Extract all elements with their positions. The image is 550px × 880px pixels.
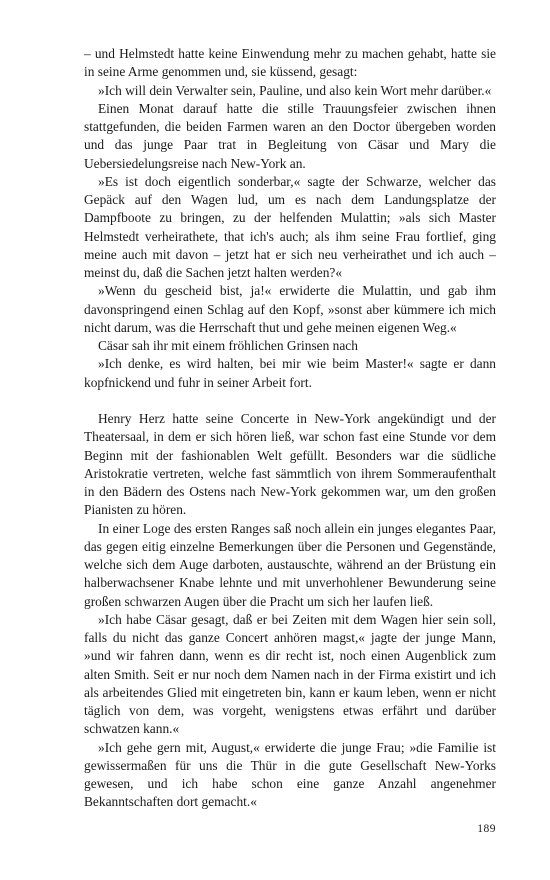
paragraph: »Ich habe Cäsar gesagt, daß er bei Zeiten mit dem Wagen hier sein soll, falls du nicht das ganze Concert anhören magst,« jagte der junge Mann, »und wir fahren dann, wenn es dir recht ist, noch einen Augenblick zum alten Smith. Seit er nur noch dem Namen nach in der Firma existirt und ich als arbeitendes Glied mit eingetreten bin, kann er kaum leben, wenn er nicht täglich von dem, was vorgeht, wenigstens etwas erfährt und darüber schwatzen kann.« (84, 611, 496, 737)
paragraph: »Wenn du gescheid bist, ja!« erwiderte die Mulattin, und gab ihm davonspringend einen Schlag auf den Kopf, »sonst aber kümmere ich mich nicht darum, was die Herrschaft thut und gehe meinen eigenen Weg.« (84, 283, 496, 335)
body-text (84, 45, 496, 812)
paragraph: »Ich will dein Verwalter sein, Pauline, und also kein Wort mehr darüber.« (98, 82, 492, 98)
page-number: 189 (477, 823, 496, 835)
paragraph: – und Helmstedt hatte keine Einwendung mehr zu machen gehabt, hatte sie in seine Arme genommen und, sie küssend, gesagt: (84, 46, 496, 80)
paragraph: Henry Herz hatte seine Concerte in New-York angekündigt und der Theatersaal, in dem er sich hören ließ, war schon fast eine Stunde vor dem Beginn mit der fashionablen Welt gefüllt. Besonders war die südliche Aristokratie vertreten, welche fast sämmtlich von ihrem Sommeraufenthalt in den Bädern des Ostens nach New-York gekommen war, um den großen Pianisten zu hören. (84, 411, 496, 518)
paragraph: Cäsar sah ihr mit einem fröhlichen Grinsen nach (98, 338, 358, 353)
paragraph: »Ich denke, es wird halten, bei mir wie beim Master!« sagte er dann kopfnickend und fuhr in seiner Arbeit fort. (84, 356, 496, 390)
paragraph: Einen Monat darauf hatte die stille Trauungsfeier zwischen ihnen stattgefunden, die beiden Farmen waren an den Doctor übergeben worden und das junge Paar trat in Begleitung von Cäsar und Mary die Uebersiedelungsreise nach New-York an. (84, 100, 496, 171)
paragraph: In einer Loge des ersten Ranges saß noch allein ein junges elegantes Paar, das gegen eitig einzelne Bemerkungen über die Personen und Gegenstände, welche sich dem Auge darboten, austauschte, während an der Brüstung ein halberwachsener Knabe lehnte und mit unverhohlener Bewunderung seine großen schwarzen Augen über die Pracht um sich her laufen ließ. (84, 520, 496, 609)
paragraph: »Ich gehe gern mit, August,« erwiderte die junge Frau; »die Familie ist gewissermaßen für uns die Thür in die gute Gesellschaft New-Yorks gewesen, und ich habe schon eine ganze Anzahl angenehmer Bekanntschaften dort gemacht.« (84, 739, 496, 810)
paragraph: »Es ist doch eigentlich sonderbar,« sagte der Schwarze, welcher das Gepäck auf den Wagen lud, um es nach dem Landungsplatze der Dampfboote zu bringen, zu der helfenden Mulattin; »als sich Master Helmstedt verheirathete, that ich's auch; als ihm seine Frau fortlief, ging meine auch mit davon – jetzt hat er sich neu verheirathet und ich auch – meinst du, daß die Sachen jetzt halten werden?« (84, 173, 496, 280)
